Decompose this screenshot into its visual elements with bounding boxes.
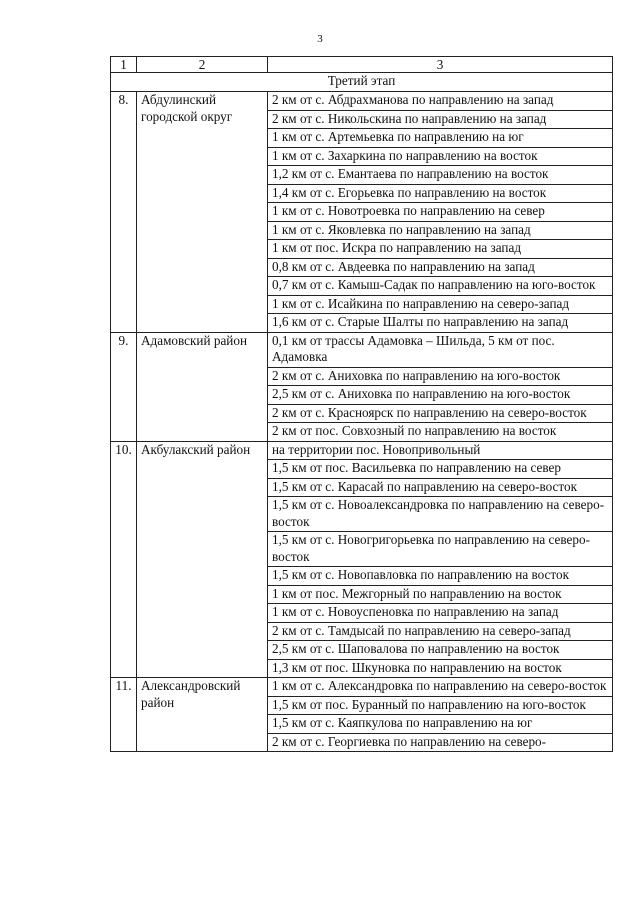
- table-row: [111, 441, 613, 460]
- location-cell: 1,5 км от пос. Буранный по направлению на юго-восток: [268, 696, 613, 715]
- location-cell: 1 км от с. Новоуспеновка по направлению на запад: [268, 604, 613, 623]
- row-number: 9.: [111, 332, 137, 441]
- stage-title: Третий этап: [111, 73, 613, 92]
- location-cell: 1,4 км от с. Егорьевка по направлению на восток: [268, 184, 613, 203]
- stage-row: [111, 73, 613, 92]
- location-cell: 1,3 км от пос. Шкуновка по направлению на восток: [268, 659, 613, 678]
- district-name: Александровский район: [137, 678, 268, 752]
- location-cell: 1 км от пос. Межгорный по направлению на восток: [268, 585, 613, 604]
- location-cell: 1,5 км от с. Новоалександровка по направлению на северо-восток: [268, 497, 613, 532]
- location-cell: 2 км от с. Абдрахманова по направлению на запад: [268, 92, 613, 111]
- location-cell: 1 км от с. Новотроевка по направлению на север: [268, 203, 613, 222]
- page-number: 3: [317, 33, 323, 45]
- location-cell: 1 км от с. Яковлевка по направлению на запад: [268, 221, 613, 240]
- location-cell: 1 км от с. Исайкина по направлению на северо-запад: [268, 295, 613, 314]
- location-cell: 1,5 км от с. Каяпкулова по направлению на юг: [268, 715, 613, 734]
- location-cell: 2 км от с. Георгиевка по направлению на северо-: [268, 733, 613, 752]
- district-name: Абдулинский городской округ: [137, 92, 268, 333]
- location-cell: 2 км от пос. Совхозный по направлению на восток: [268, 423, 613, 442]
- location-cell: 1 км от пос. Искра по направлению на запад: [268, 240, 613, 259]
- location-cell: 1 км от с. Артемьевка по направлению на юг: [268, 129, 613, 148]
- location-cell: 1,5 км от пос. Васильевка по направлению на север: [268, 460, 613, 479]
- district-name: Акбулакский район: [137, 441, 268, 678]
- location-cell: 1,5 км от с. Новогригорьевка по направлению на северо-восток: [268, 532, 613, 567]
- location-cell: 1,2 км от с. Емантаева по направлению на восток: [268, 166, 613, 185]
- location-cell: 0,7 км от с. Камыш-Садак по направлению на юго-восток: [268, 277, 613, 296]
- header-col-3: 3: [268, 57, 613, 73]
- location-cell: 2 км от с. Никольскина по направлению на запад: [268, 110, 613, 129]
- location-cell: 0,8 км от с. Авдеевка по направлению на запад: [268, 258, 613, 277]
- location-cell: 1 км от с. Захаркина по направлению на восток: [268, 147, 613, 166]
- row-number: 10.: [111, 441, 137, 678]
- table-row: [111, 332, 613, 367]
- district-name: Адамовский район: [137, 332, 268, 441]
- location-cell: 1,5 км от с. Новопавловка по направлению на восток: [268, 567, 613, 586]
- row-number: 8.: [111, 92, 137, 333]
- location-cell: 1,5 км от с. Карасай по направлению на северо-восток: [268, 478, 613, 497]
- location-cell: 2 км от с. Красноярск по направлению на северо-восток: [268, 404, 613, 423]
- row-number: 11.: [111, 678, 137, 752]
- location-cell: 0,1 км от трассы Адамовка – Шильда, 5 км от пос. Адамовка: [268, 332, 613, 367]
- location-cell: 1 км от с. Александровка по направлению на северо-восток: [268, 678, 613, 697]
- table-row: [111, 92, 613, 111]
- location-cell: 1,6 км от с. Старые Шалты по направлению на запад: [268, 314, 613, 333]
- table-row: [111, 678, 613, 697]
- header-col-1: 1: [111, 57, 137, 73]
- location-cell: 2 км от с. Тамдысай по направлению на северо-запад: [268, 622, 613, 641]
- header-row: [111, 57, 613, 73]
- location-cell: 2 км от с. Аниховка по направлению на юго-восток: [268, 367, 613, 386]
- places-table: [110, 56, 613, 752]
- location-cell: 2,5 км от с. Шаповалова по направлению на восток: [268, 641, 613, 660]
- header-col-2: 2: [137, 57, 268, 73]
- table-body: [111, 57, 613, 752]
- location-cell: 2,5 км от с. Аниховка по направлению на юго-восток: [268, 386, 613, 405]
- location-cell: на территории пос. Новопривольный: [268, 441, 613, 460]
